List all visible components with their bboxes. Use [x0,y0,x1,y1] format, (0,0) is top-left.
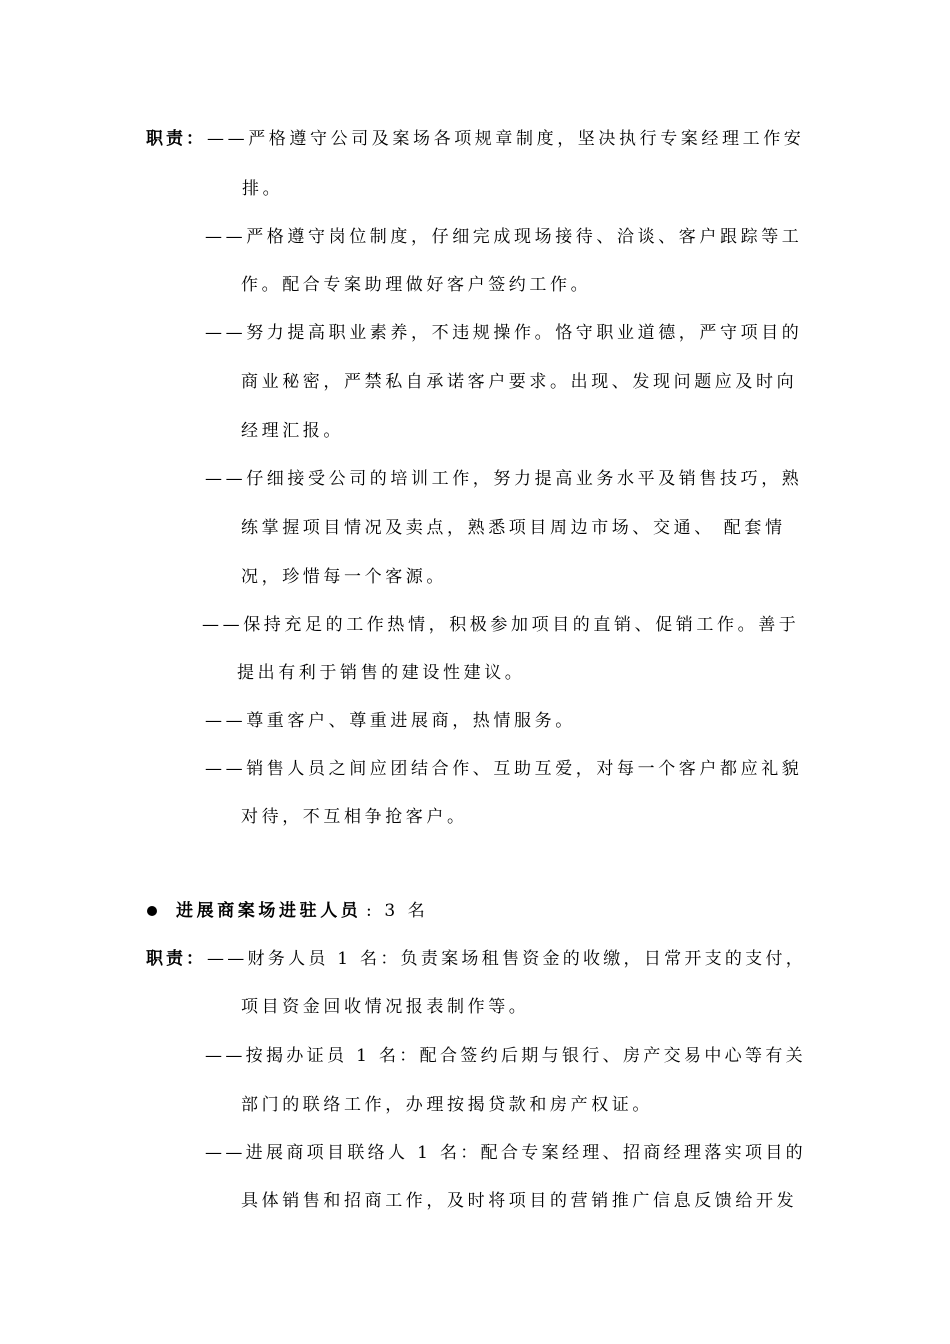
bullet-icon [147,906,157,916]
duty-item-line: 练掌握项目情况及卖点，熟悉项目周边市场、交通、 配套情 [241,518,786,538]
duty-item-line: 项目资金回收情况报表制作等。 [241,997,530,1017]
duty-item-line: 经理汇报。 [241,421,344,441]
duty-item-line: ——进展商项目联络人 1 名：配合专案经理、招商经理落实项目的 [205,1143,806,1163]
duty-item-line: 具体销售和招商工作，及时将项目的营销推广信息反馈给开发 [241,1191,798,1211]
duty-label: 职责： [146,129,206,149]
duty-item-line: 提出有利于销售的建设性建议。 [237,663,526,683]
duty-item-line: ——努力提高职业素养，不违规操作。恪守职业道德，严守项目的 [205,323,803,343]
duty-item-line: 况，珍惜每一个客源。 [241,567,447,587]
duty-item-line: 对待，不互相争抢客户。 [241,807,468,827]
section-heading-count: : 3 名 [366,901,429,921]
duty-item-line: 部门的联络工作，办理按揭贷款和房产权证。 [241,1095,653,1115]
duty-item-line: 作。配合专案助理做好客户签约工作。 [241,275,592,295]
duty-item-line: ——尊重客户、尊重进展商，热情服务。 [205,711,576,731]
duty-item-line: ——保持充足的工作热情，积极参加项目的直销、促销工作。善于 [202,615,800,635]
section-heading: 进展商案场进驻人员 [176,901,362,921]
duty-label: 职责： [146,949,206,969]
duty-item-line: ——财务人员 1 名：负责案场租售资金的收缴，日常开支的支付， [207,949,806,969]
duty-item-line: ——销售人员之间应团结合作、互助互爱，对每一个客户都应礼貌 [205,759,803,779]
duty-item-line: 排。 [242,179,284,199]
duty-item-line: ——按揭办证员 1 名：配合签约后期与银行、房产交易中心等有关 [205,1046,806,1066]
duty-item-line: ——仔细接受公司的培训工作，努力提高业务水平及销售技巧，熟 [205,469,803,489]
duty-item-line: ——严格遵守公司及案场各项规章制度，坚决执行专案经理工作安 [207,129,805,149]
duty-item-line: ——严格遵守岗位制度，仔细完成现场接待、洽谈、客户跟踪等工 [205,227,803,247]
duty-item-line: 商业秘密，严禁私自承诺客户要求。出现、发现问题应及时向 [241,372,798,392]
